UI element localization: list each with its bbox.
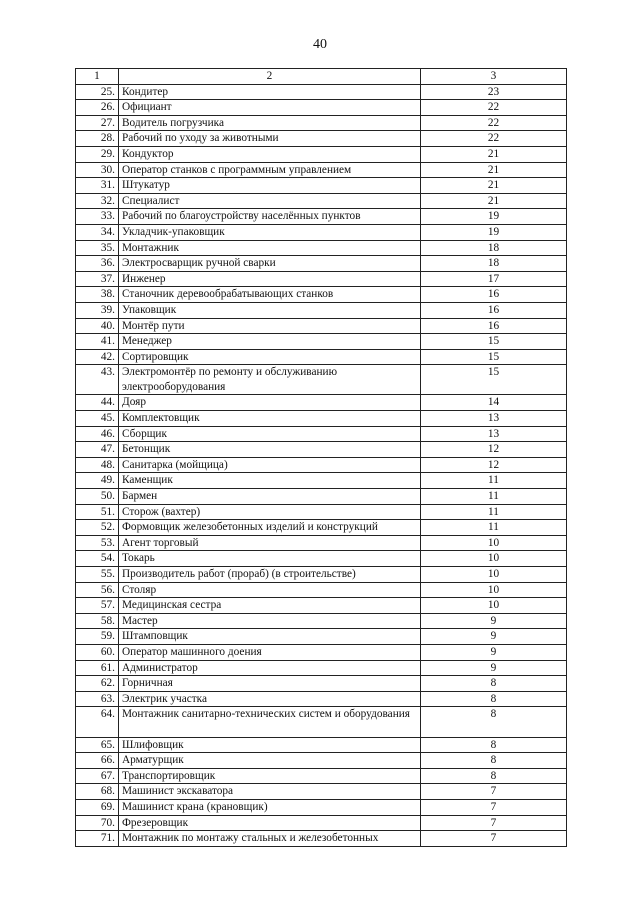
- table-row: [76, 115, 567, 131]
- row-profession: Водитель погрузчика: [119, 115, 421, 131]
- row-profession: Комплектовщик: [119, 411, 421, 427]
- row-count: 9: [421, 644, 567, 660]
- row-number: 69.: [76, 799, 119, 815]
- row-count: 8: [421, 707, 567, 737]
- row-profession: Медицинская сестра: [119, 598, 421, 614]
- table-row: [76, 426, 567, 442]
- table-row: [76, 240, 567, 256]
- row-profession: Специалист: [119, 193, 421, 209]
- row-number: 27.: [76, 115, 119, 131]
- row-number: 61.: [76, 660, 119, 676]
- row-number: 46.: [76, 426, 119, 442]
- row-count: 22: [421, 131, 567, 147]
- table-row: [76, 629, 567, 645]
- row-profession: Упаковщик: [119, 302, 421, 318]
- row-profession: Машинист крана (крановщик): [119, 799, 421, 815]
- row-profession: Официант: [119, 100, 421, 116]
- row-number: 28.: [76, 131, 119, 147]
- row-count: 14: [421, 395, 567, 411]
- row-profession: Горничная: [119, 676, 421, 692]
- table-row: [76, 146, 567, 162]
- row-count: 17: [421, 271, 567, 287]
- row-profession: Формовщик железобетонных изделий и конструкций: [119, 520, 421, 536]
- table-row: [76, 442, 567, 458]
- row-number: 48.: [76, 457, 119, 473]
- table-row: [76, 209, 567, 225]
- row-profession: Дояр: [119, 395, 421, 411]
- table-row: [76, 535, 567, 551]
- row-count: 7: [421, 784, 567, 800]
- row-count: 11: [421, 520, 567, 536]
- table-row: [76, 644, 567, 660]
- row-count: 8: [421, 753, 567, 769]
- row-profession: Монтажник санитарно-технических систем и оборудования: [119, 707, 421, 737]
- row-profession: Машинист экскаватора: [119, 784, 421, 800]
- row-number: 68.: [76, 784, 119, 800]
- row-count: 22: [421, 100, 567, 116]
- row-count: 10: [421, 598, 567, 614]
- row-profession: Токарь: [119, 551, 421, 567]
- row-number: 30.: [76, 162, 119, 178]
- row-count: 19: [421, 209, 567, 225]
- row-profession: Менеджер: [119, 334, 421, 350]
- row-count: 18: [421, 240, 567, 256]
- row-number: 45.: [76, 411, 119, 427]
- row-number: 39.: [76, 302, 119, 318]
- table-row: [76, 131, 567, 147]
- row-count: 15: [421, 349, 567, 365]
- table-row: [76, 473, 567, 489]
- row-profession: Каменщик: [119, 473, 421, 489]
- row-number: 33.: [76, 209, 119, 225]
- row-number: 29.: [76, 146, 119, 162]
- row-number: 53.: [76, 535, 119, 551]
- table-row: [76, 768, 567, 784]
- row-profession: Агент торговый: [119, 535, 421, 551]
- row-number: 32.: [76, 193, 119, 209]
- table-row: [76, 489, 567, 505]
- row-profession: Транспортировщик: [119, 768, 421, 784]
- row-profession: Монтажник по монтажу стальных и железобетонных: [119, 831, 421, 847]
- row-number: 52.: [76, 520, 119, 536]
- row-profession: Электромонтёр по ремонту и обслуживанию электрооборудования: [119, 365, 421, 395]
- table-row: [76, 660, 567, 676]
- row-number: 60.: [76, 644, 119, 660]
- table-row: [76, 598, 567, 614]
- row-count: 9: [421, 660, 567, 676]
- row-count: 21: [421, 162, 567, 178]
- table-row: [76, 178, 567, 194]
- table-row: [76, 224, 567, 240]
- row-count: 7: [421, 831, 567, 847]
- table-row: [76, 256, 567, 272]
- row-count: 9: [421, 629, 567, 645]
- row-count: 8: [421, 768, 567, 784]
- row-number: 55.: [76, 567, 119, 583]
- table-row: [76, 831, 567, 847]
- row-count: 8: [421, 737, 567, 753]
- row-profession: Рабочий по уходу за животными: [119, 131, 421, 147]
- row-number: 31.: [76, 178, 119, 194]
- table-row: [76, 613, 567, 629]
- table-row: [76, 193, 567, 209]
- row-number: 67.: [76, 768, 119, 784]
- row-profession: Бетонщик: [119, 442, 421, 458]
- row-number: 49.: [76, 473, 119, 489]
- row-number: 71.: [76, 831, 119, 847]
- row-count: 22: [421, 115, 567, 131]
- row-count: 12: [421, 457, 567, 473]
- professions-table: [75, 68, 567, 847]
- row-count: 10: [421, 551, 567, 567]
- table-row: [76, 707, 567, 737]
- row-count: 10: [421, 567, 567, 583]
- page-number: 40: [313, 37, 327, 52]
- row-profession: Производитель работ (прораб) (в строительстве): [119, 567, 421, 583]
- table-row: [76, 334, 567, 350]
- row-profession: Сортировщик: [119, 349, 421, 365]
- row-number: 50.: [76, 489, 119, 505]
- row-number: 62.: [76, 676, 119, 692]
- row-number: 64.: [76, 707, 119, 737]
- row-profession: Арматурщик: [119, 753, 421, 769]
- header-col-profession: 2: [119, 69, 421, 85]
- row-profession: Рабочий по благоустройству населённых пунктов: [119, 209, 421, 225]
- row-count: 11: [421, 473, 567, 489]
- row-number: 42.: [76, 349, 119, 365]
- row-profession: Кондитер: [119, 84, 421, 100]
- table-row: [76, 271, 567, 287]
- table-row: [76, 100, 567, 116]
- row-profession: Укладчик-упаковщик: [119, 224, 421, 240]
- table-row: [76, 567, 567, 583]
- table-row: [76, 582, 567, 598]
- row-count: 12: [421, 442, 567, 458]
- row-count: 7: [421, 815, 567, 831]
- row-count: 11: [421, 504, 567, 520]
- table-header-row: [76, 69, 567, 85]
- row-number: 37.: [76, 271, 119, 287]
- row-profession: Санитарка (мойщица): [119, 457, 421, 473]
- row-profession: Инженер: [119, 271, 421, 287]
- header-col-count: 3: [421, 69, 567, 85]
- row-profession: Сборщик: [119, 426, 421, 442]
- row-profession: Кондуктор: [119, 146, 421, 162]
- table-row: [76, 349, 567, 365]
- table-row: [76, 676, 567, 692]
- row-profession: Штамповщик: [119, 629, 421, 645]
- row-number: 34.: [76, 224, 119, 240]
- row-profession: Столяр: [119, 582, 421, 598]
- row-number: 66.: [76, 753, 119, 769]
- row-profession: Электрик участка: [119, 691, 421, 707]
- row-number: 25.: [76, 84, 119, 100]
- row-number: 70.: [76, 815, 119, 831]
- table-row: [76, 753, 567, 769]
- row-count: 10: [421, 582, 567, 598]
- row-profession: Оператор станков с программным управлением: [119, 162, 421, 178]
- row-count: 16: [421, 318, 567, 334]
- row-count: 16: [421, 287, 567, 303]
- row-number: 57.: [76, 598, 119, 614]
- row-profession: Мастер: [119, 613, 421, 629]
- row-count: 8: [421, 676, 567, 692]
- row-number: 51.: [76, 504, 119, 520]
- table-row: [76, 520, 567, 536]
- row-count: 15: [421, 334, 567, 350]
- row-number: 56.: [76, 582, 119, 598]
- table-row: [76, 691, 567, 707]
- table-row: [76, 395, 567, 411]
- row-count: 13: [421, 426, 567, 442]
- row-number: 58.: [76, 613, 119, 629]
- table-row: [76, 365, 567, 395]
- row-count: 15: [421, 365, 567, 395]
- table-row: [76, 318, 567, 334]
- row-count: 9: [421, 613, 567, 629]
- row-count: 21: [421, 178, 567, 194]
- table-row: [76, 737, 567, 753]
- row-profession: Фрезеровщик: [119, 815, 421, 831]
- row-number: 35.: [76, 240, 119, 256]
- header-col-number: 1: [76, 69, 119, 85]
- row-profession: Бармен: [119, 489, 421, 505]
- row-profession: Шлифовщик: [119, 737, 421, 753]
- row-profession: Сторож (вахтер): [119, 504, 421, 520]
- row-number: 26.: [76, 100, 119, 116]
- row-count: 19: [421, 224, 567, 240]
- row-number: 41.: [76, 334, 119, 350]
- table-row: [76, 287, 567, 303]
- row-number: 59.: [76, 629, 119, 645]
- table-row: [76, 815, 567, 831]
- row-number: 54.: [76, 551, 119, 567]
- table-row: [76, 411, 567, 427]
- row-profession: Электросварщик ручной сварки: [119, 256, 421, 272]
- table-row: [76, 504, 567, 520]
- row-number: 38.: [76, 287, 119, 303]
- row-count: 16: [421, 302, 567, 318]
- table-row: [76, 84, 567, 100]
- row-count: 21: [421, 146, 567, 162]
- row-profession: Администратор: [119, 660, 421, 676]
- row-profession: Монтажник: [119, 240, 421, 256]
- row-number: 63.: [76, 691, 119, 707]
- row-count: 7: [421, 799, 567, 815]
- row-count: 21: [421, 193, 567, 209]
- table-row: [76, 162, 567, 178]
- row-number: 36.: [76, 256, 119, 272]
- table-row: [76, 457, 567, 473]
- row-profession: Монтёр пути: [119, 318, 421, 334]
- table-row: [76, 302, 567, 318]
- table-body: [76, 69, 567, 847]
- row-number: 43.: [76, 365, 119, 395]
- row-count: 8: [421, 691, 567, 707]
- table-row: [76, 784, 567, 800]
- row-profession: Станочник деревообрабатывающих станков: [119, 287, 421, 303]
- row-profession: Штукатур: [119, 178, 421, 194]
- row-number: 65.: [76, 737, 119, 753]
- row-count: 23: [421, 84, 567, 100]
- row-number: 47.: [76, 442, 119, 458]
- row-count: 10: [421, 535, 567, 551]
- row-number: 44.: [76, 395, 119, 411]
- row-count: 18: [421, 256, 567, 272]
- table-row: [76, 799, 567, 815]
- row-count: 11: [421, 489, 567, 505]
- row-profession: Оператор машинного доения: [119, 644, 421, 660]
- row-number: 40.: [76, 318, 119, 334]
- row-count: 13: [421, 411, 567, 427]
- table-row: [76, 551, 567, 567]
